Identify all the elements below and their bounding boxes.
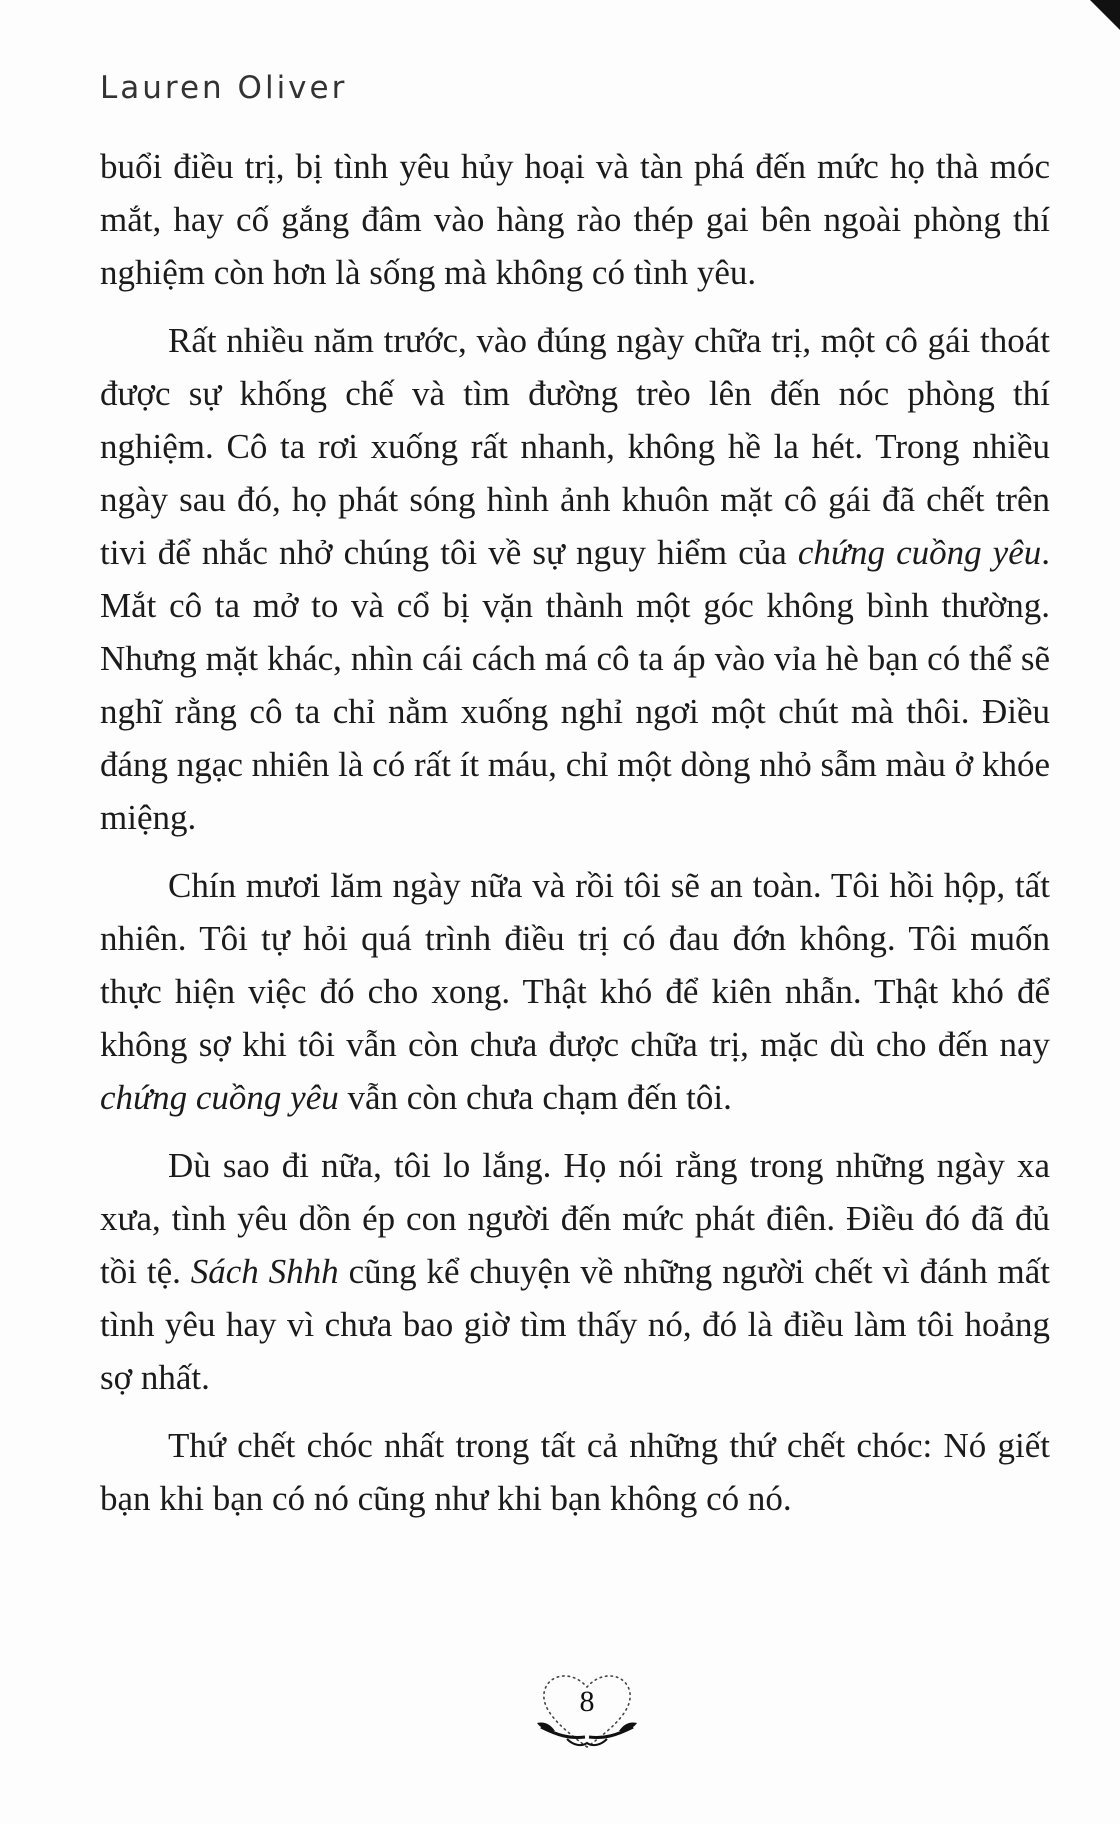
paragraph-4-text: Dù sao đi nữa, tôi lo lắng. Họ nói rằng trong những ngày xa xưa, tình yêu dồn ép con người đến mức phát điên. Điều đó đã đủ tồi tệ. (100, 1146, 1050, 1291)
paragraph-5-text: Thứ chết chóc nhất trong tất cả những thứ chết chóc: Nó giết bạn khi bạn có nó cũng như khi bạn không có nó. (100, 1426, 1050, 1518)
paragraph-4-text-cont: cũng kể chuyện về những người chết vì đánh mất tình yêu hay vì chưa bao giờ tìm thấy nó, đó là điều làm tôi hoảng sợ nhất. (100, 1252, 1050, 1397)
body-text (100, 140, 1050, 1525)
paragraph-1-text: buổi điều trị, bị tình yêu hủy hoại và tàn phá đến mức họ thà móc mắt, hay cố gắng đâm vào hàng rào thép gai bên ngoài phòng thí nghiệm còn hơn là sống mà không có tình yêu. (100, 147, 1050, 292)
paragraph-4-italic: Sách Shhh (190, 1252, 339, 1291)
page-number: 8 (579, 1685, 595, 1718)
paragraph-1 (100, 140, 1050, 299)
paragraph-3-italic: chứng cuồng yêu (100, 1078, 339, 1117)
paragraph-3 (100, 859, 1050, 1124)
paragraph-2 (100, 314, 1050, 844)
paragraph-3-text-cont: vẫn còn chưa chạm đến tôi. (338, 1078, 732, 1117)
paragraph-3-text: Chín mươi lăm ngày nữa và rồi tôi sẽ an toàn. Tôi hồi hộp, tất nhiên. Tôi tự hỏi quá trình điều trị có đau đớn không. Tôi muốn thực hiện việc đó cho xong. Thật khó để kiên nhẫn. Thật khó để không sợ khi tôi vẫn còn chưa được chữa trị, mặc dù cho đến nay (100, 866, 1050, 1064)
paragraph-5 (100, 1419, 1050, 1525)
paragraph-2-text-cont: . Mắt cô ta mở to và cổ bị vặn thành một góc không bình thường. Nhưng mặt khác, nhìn cái cách má cô ta áp vào vỉa hè bạn có thể sẽ nghĩ rằng cô ta chỉ nằm xuống nghỉ ngơi một chút mà thôi. Điều đáng ngạc nhiên là có rất ít máu, chỉ một dòng nhỏ sẫm màu ở khóe miệng. (100, 533, 1051, 837)
paragraph-4 (100, 1139, 1050, 1404)
running-head-author: Lauren Oliver (100, 70, 348, 106)
page-number-ornament (527, 1665, 647, 1755)
paragraph-2-italic: chứng cuồng yêu (797, 533, 1042, 572)
page-corner-shadow (1090, 0, 1120, 30)
paragraph-2-text: Rất nhiều năm trước, vào đúng ngày chữa trị, một cô gái thoát được sự khống chế và tìm đường trèo lên đến nóc phòng thí nghiệm. Cô ta rơi xuống rất nhanh, không hề la hét. Trong nhiều ngày sau đó, họ phát sóng hình ảnh khuôn mặt cô gái đã chết trên tivi để nhắc nhở chúng tôi về sự nguy hiểm của (100, 321, 1050, 572)
